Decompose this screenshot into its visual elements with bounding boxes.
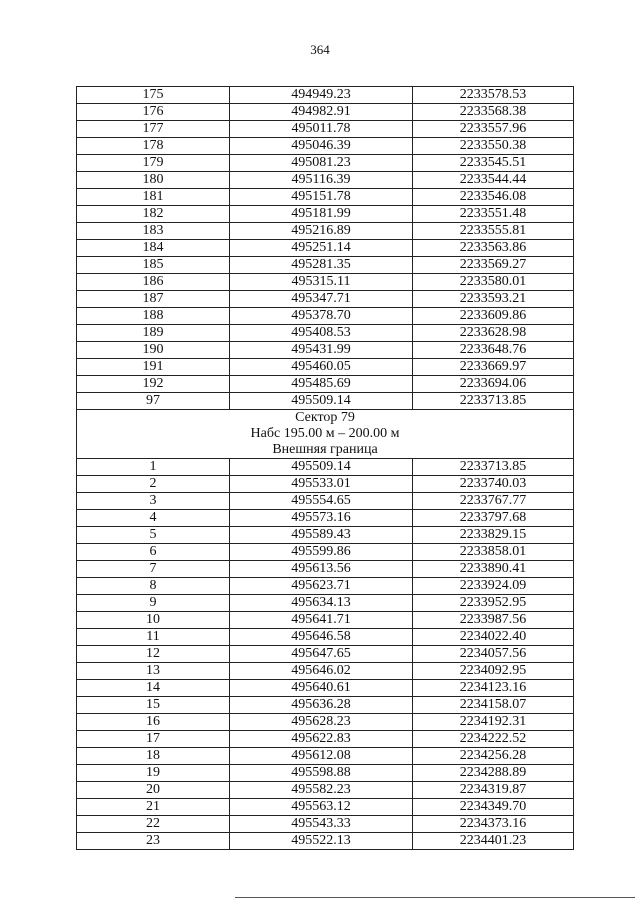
boundary-row (77, 442, 574, 459)
point-number: 14 (77, 680, 230, 697)
table-row (77, 121, 574, 138)
point-number: 176 (77, 104, 230, 121)
y-coordinate: 2234319.87 (413, 782, 574, 799)
point-number: 7 (77, 561, 230, 578)
table-row (77, 104, 574, 121)
point-number: 180 (77, 172, 230, 189)
x-coordinate: 495533.01 (230, 476, 413, 493)
y-coordinate: 2234092.95 (413, 663, 574, 680)
table-row (77, 799, 574, 816)
y-coordinate: 2233568.38 (413, 104, 574, 121)
point-number: 178 (77, 138, 230, 155)
x-coordinate: 495509.14 (230, 393, 413, 410)
y-coordinate: 2233890.41 (413, 561, 574, 578)
y-coordinate: 2233797.68 (413, 510, 574, 527)
table-row (77, 544, 574, 561)
point-number: 179 (77, 155, 230, 172)
y-coordinate: 2233767.77 (413, 493, 574, 510)
y-coordinate: 2233555.81 (413, 223, 574, 240)
y-coordinate: 2234192.31 (413, 714, 574, 731)
table-row (77, 325, 574, 342)
sector-header (77, 410, 574, 459)
y-coordinate: 2233545.51 (413, 155, 574, 172)
y-coordinate: 2233924.09 (413, 578, 574, 595)
y-coordinate: 2233563.86 (413, 240, 574, 257)
table-row (77, 595, 574, 612)
table-row (77, 359, 574, 376)
y-coordinate: 2233987.56 (413, 612, 574, 629)
point-number: 192 (77, 376, 230, 393)
y-coordinate: 2234222.52 (413, 731, 574, 748)
y-coordinate: 2234022.40 (413, 629, 574, 646)
x-coordinate: 495573.16 (230, 510, 413, 527)
y-coordinate: 2233648.76 (413, 342, 574, 359)
table-row (77, 206, 574, 223)
y-coordinate: 2233580.01 (413, 274, 574, 291)
coordinates-table-bottom (77, 459, 574, 850)
y-coordinate: 2233550.38 (413, 138, 574, 155)
x-coordinate: 495347.71 (230, 291, 413, 308)
table-row (77, 257, 574, 274)
y-coordinate: 2233713.85 (413, 459, 574, 476)
y-coordinate: 2234373.16 (413, 816, 574, 833)
point-number: 6 (77, 544, 230, 561)
table-row (77, 527, 574, 544)
point-number: 15 (77, 697, 230, 714)
x-coordinate: 495613.56 (230, 561, 413, 578)
x-coordinate: 495646.02 (230, 663, 413, 680)
point-number: 188 (77, 308, 230, 325)
point-number: 22 (77, 816, 230, 833)
point-number: 4 (77, 510, 230, 527)
x-coordinate: 495634.13 (230, 595, 413, 612)
x-coordinate: 495543.33 (230, 816, 413, 833)
table-row (77, 697, 574, 714)
x-coordinate: 495460.05 (230, 359, 413, 376)
y-coordinate: 2233578.53 (413, 87, 574, 104)
x-coordinate: 495582.23 (230, 782, 413, 799)
table-row (77, 782, 574, 799)
table-row (77, 240, 574, 257)
x-coordinate: 495622.83 (230, 731, 413, 748)
table-row (77, 663, 574, 680)
point-number: 181 (77, 189, 230, 206)
table-row (77, 393, 574, 410)
x-coordinate: 495628.23 (230, 714, 413, 731)
point-number: 97 (77, 393, 230, 410)
table-row (77, 87, 574, 104)
point-number: 5 (77, 527, 230, 544)
bottom-divider (235, 897, 635, 898)
table-row (77, 172, 574, 189)
y-coordinate: 2233829.15 (413, 527, 574, 544)
point-number: 177 (77, 121, 230, 138)
table-row (77, 138, 574, 155)
coordinates-table (76, 86, 574, 850)
table-row (77, 748, 574, 765)
table-row (77, 816, 574, 833)
table-row (77, 376, 574, 393)
table-row (77, 342, 574, 359)
point-number: 23 (77, 833, 230, 850)
y-coordinate: 2234158.07 (413, 697, 574, 714)
x-coordinate: 495408.53 (230, 325, 413, 342)
x-coordinate: 495646.58 (230, 629, 413, 646)
x-coordinate: 495640.61 (230, 680, 413, 697)
x-coordinate: 495378.70 (230, 308, 413, 325)
y-coordinate: 2233569.27 (413, 257, 574, 274)
y-coordinate: 2233551.48 (413, 206, 574, 223)
point-number: 2 (77, 476, 230, 493)
x-coordinate: 495598.88 (230, 765, 413, 782)
point-number: 182 (77, 206, 230, 223)
x-coordinate: 495251.14 (230, 240, 413, 257)
y-coordinate: 2233557.96 (413, 121, 574, 138)
x-coordinate: 495554.65 (230, 493, 413, 510)
table-row (77, 578, 574, 595)
point-number: 190 (77, 342, 230, 359)
point-number: 12 (77, 646, 230, 663)
y-coordinate: 2233669.97 (413, 359, 574, 376)
table-row (77, 493, 574, 510)
x-coordinate: 494982.91 (230, 104, 413, 121)
x-coordinate: 495589.43 (230, 527, 413, 544)
y-coordinate: 2234288.89 (413, 765, 574, 782)
y-coordinate: 2233609.86 (413, 308, 574, 325)
point-number: 18 (77, 748, 230, 765)
x-coordinate: 495116.39 (230, 172, 413, 189)
x-coordinate: 495647.65 (230, 646, 413, 663)
point-number: 3 (77, 493, 230, 510)
boundary-label: Внешняя граница (77, 442, 574, 459)
table-row (77, 833, 574, 850)
y-coordinate: 2234256.28 (413, 748, 574, 765)
table-row (77, 510, 574, 527)
y-coordinate: 2234123.16 (413, 680, 574, 697)
y-coordinate: 2233628.98 (413, 325, 574, 342)
point-number: 17 (77, 731, 230, 748)
height-range: Набс 195.00 м – 200.00 м (77, 426, 574, 442)
x-coordinate: 495563.12 (230, 799, 413, 816)
x-coordinate: 495485.69 (230, 376, 413, 393)
point-number: 1 (77, 459, 230, 476)
x-coordinate: 495612.08 (230, 748, 413, 765)
y-coordinate: 2234401.23 (413, 833, 574, 850)
table-row (77, 223, 574, 240)
y-coordinate: 2233713.85 (413, 393, 574, 410)
table-row (77, 731, 574, 748)
point-number: 20 (77, 782, 230, 799)
x-coordinate: 495151.78 (230, 189, 413, 206)
x-coordinate: 495636.28 (230, 697, 413, 714)
point-number: 10 (77, 612, 230, 629)
table-row (77, 714, 574, 731)
x-coordinate: 495509.14 (230, 459, 413, 476)
table-row (77, 561, 574, 578)
y-coordinate: 2234057.56 (413, 646, 574, 663)
x-coordinate: 495081.23 (230, 155, 413, 172)
point-number: 16 (77, 714, 230, 731)
point-number: 175 (77, 87, 230, 104)
point-number: 19 (77, 765, 230, 782)
point-number: 189 (77, 325, 230, 342)
table-row (77, 612, 574, 629)
x-coordinate: 495281.35 (230, 257, 413, 274)
x-coordinate: 495599.86 (230, 544, 413, 561)
page-number: 364 (310, 42, 330, 57)
point-number: 184 (77, 240, 230, 257)
x-coordinate: 495522.13 (230, 833, 413, 850)
x-coordinate: 495623.71 (230, 578, 413, 595)
table-row (77, 274, 574, 291)
x-coordinate: 495216.89 (230, 223, 413, 240)
point-number: 8 (77, 578, 230, 595)
y-coordinate: 2233952.95 (413, 595, 574, 612)
x-coordinate: 495011.78 (230, 121, 413, 138)
height-range-row (77, 426, 574, 442)
y-coordinate: 2233740.03 (413, 476, 574, 493)
y-coordinate: 2233694.06 (413, 376, 574, 393)
point-number: 185 (77, 257, 230, 274)
x-coordinate: 495315.11 (230, 274, 413, 291)
x-coordinate: 495181.99 (230, 206, 413, 223)
table-row (77, 155, 574, 172)
x-coordinate: 495641.71 (230, 612, 413, 629)
y-coordinate: 2233544.44 (413, 172, 574, 189)
x-coordinate: 495431.99 (230, 342, 413, 359)
point-number: 191 (77, 359, 230, 376)
table-row (77, 291, 574, 308)
sector-title-row (77, 410, 574, 427)
table-row (77, 189, 574, 206)
table-row (77, 476, 574, 493)
point-number: 186 (77, 274, 230, 291)
point-number: 11 (77, 629, 230, 646)
table-row (77, 680, 574, 697)
x-coordinate: 494949.23 (230, 87, 413, 104)
table-row (77, 459, 574, 476)
point-number: 187 (77, 291, 230, 308)
point-number: 21 (77, 799, 230, 816)
table-row (77, 646, 574, 663)
y-coordinate: 2233858.01 (413, 544, 574, 561)
table-row (77, 308, 574, 325)
y-coordinate: 2234349.70 (413, 799, 574, 816)
point-number: 13 (77, 663, 230, 680)
table-row (77, 765, 574, 782)
y-coordinate: 2233546.08 (413, 189, 574, 206)
x-coordinate: 495046.39 (230, 138, 413, 155)
point-number: 183 (77, 223, 230, 240)
table-row (77, 629, 574, 646)
coordinates-table-top (77, 87, 574, 410)
point-number: 9 (77, 595, 230, 612)
y-coordinate: 2233593.21 (413, 291, 574, 308)
sector-title: Сектор 79 (77, 410, 574, 427)
